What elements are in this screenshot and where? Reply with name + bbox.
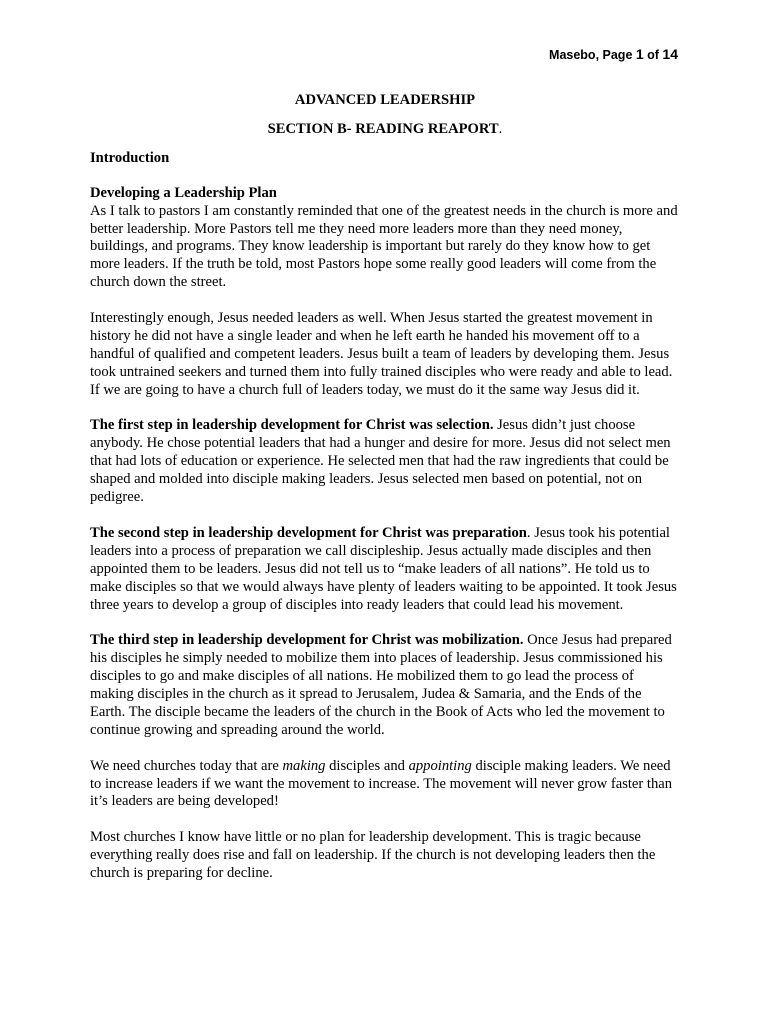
paragraph-1: As I talk to pastors I am constantly reminded that one of the greatest needs in the church is more and better leadership. More Pastors tell me they need more leaders more than they need money, buildings, and programs. They know leadership is important but rarely do they know how to get more leaders. If the truth be told, most Pastors hope some really good leaders will come from the church down the street. (90, 202, 678, 291)
paragraph-6-part-a: We need churches today that are (90, 757, 283, 774)
paragraph-5-body: Once Jesus had prepared his disciples he simply needed to mobilize them into places of leadership. Jesus commissioned his disciples to go and make disciples of all nations. He mobilized them to go lead the process of making disciples in the church as it spread to Jerusalem, Judea & Samaria, and the Ends of the Earth. The disciple became the leaders of the church in the Book of Acts who led the movement to continue growing and spreading around the world. (90, 632, 672, 738)
paragraph-6 (90, 758, 680, 812)
paragraph-3-body: Jesus didn’t just choose anybody. He chose potential leaders that had a hunger and desire for more. Jesus did not select men that had lots of education or experience. He selected men that had the raw ingredients that could be shaped and molded into disciple making leaders. Jesus selected men based on potential, not on pedigree. (90, 417, 671, 506)
page-header (549, 46, 678, 62)
paragraph-6-part-c: disciple making leaders. We need to increase leaders if we want the movement to increase. The movement will never grow faster than it’s leaders are being developed! (90, 757, 673, 810)
paragraph-5-lead: The third step in leadership development for Christ was mobilization. (90, 632, 524, 649)
paragraph-5 (90, 632, 680, 739)
paragraph-4-lead: The second step in leadership development for Christ was preparation (90, 524, 527, 541)
paragraph-7: Most churches I know have little or no plan for leadership development. This is tragic because everything really does rise and fall on leadership. If the church is not developing leaders then the church is preparing for decline. (90, 829, 656, 882)
header-prefix: Masebo, Page (549, 48, 636, 62)
paragraph-3-lead: The first step in leadership development for Christ was selection. (90, 417, 494, 434)
paragraph-2: Interestingly enough, Jesus needed leaders as well. When Jesus started the greatest movement in history he did not have a single leader and when he left earth he handed his movement off to a handful of qualified and competent leaders. Jesus built a team of leaders by developing them. Jesus took untrained seekers and turned them into fully trained disciples who were ready and able to lead. If we are going to have a church full of leaders today, we must do it the same way Jesus did it. (90, 310, 673, 398)
paragraph-3 (90, 417, 680, 507)
header-page-number: 1 (635, 46, 644, 62)
header-of: of (643, 48, 663, 62)
paragraph-6-part-b: disciples and (325, 757, 409, 774)
header-page-total: 14 (662, 46, 678, 62)
paragraph-4-body: . Jesus took his potential leaders into a process of preparation we call discipleship. Jesus actually made disciples and then appointed them to be leaders. Jesus did not tell us to “make leaders of all nations”. He told us to make disciples so that we would always have plenty of leaders waiting to be appointed. It took Jesus three years to develop a group of disciples into ready leaders that could lead his movement. (90, 524, 677, 613)
document-body (90, 92, 680, 901)
subtitle-tail: . (498, 120, 503, 137)
section-heading: Developing a Leadership Plan (90, 184, 277, 201)
paragraph-4 (90, 525, 680, 615)
document-subtitle (90, 121, 680, 139)
document-title: ADVANCED LEADERSHIP (294, 92, 476, 108)
intro-heading: Introduction (90, 149, 170, 166)
paragraph-6-italic-making: making (282, 757, 326, 774)
subtitle-text: SECTION B- READING REAPORT (267, 120, 499, 137)
paragraph-6-italic-appointing: appointing (408, 757, 472, 774)
